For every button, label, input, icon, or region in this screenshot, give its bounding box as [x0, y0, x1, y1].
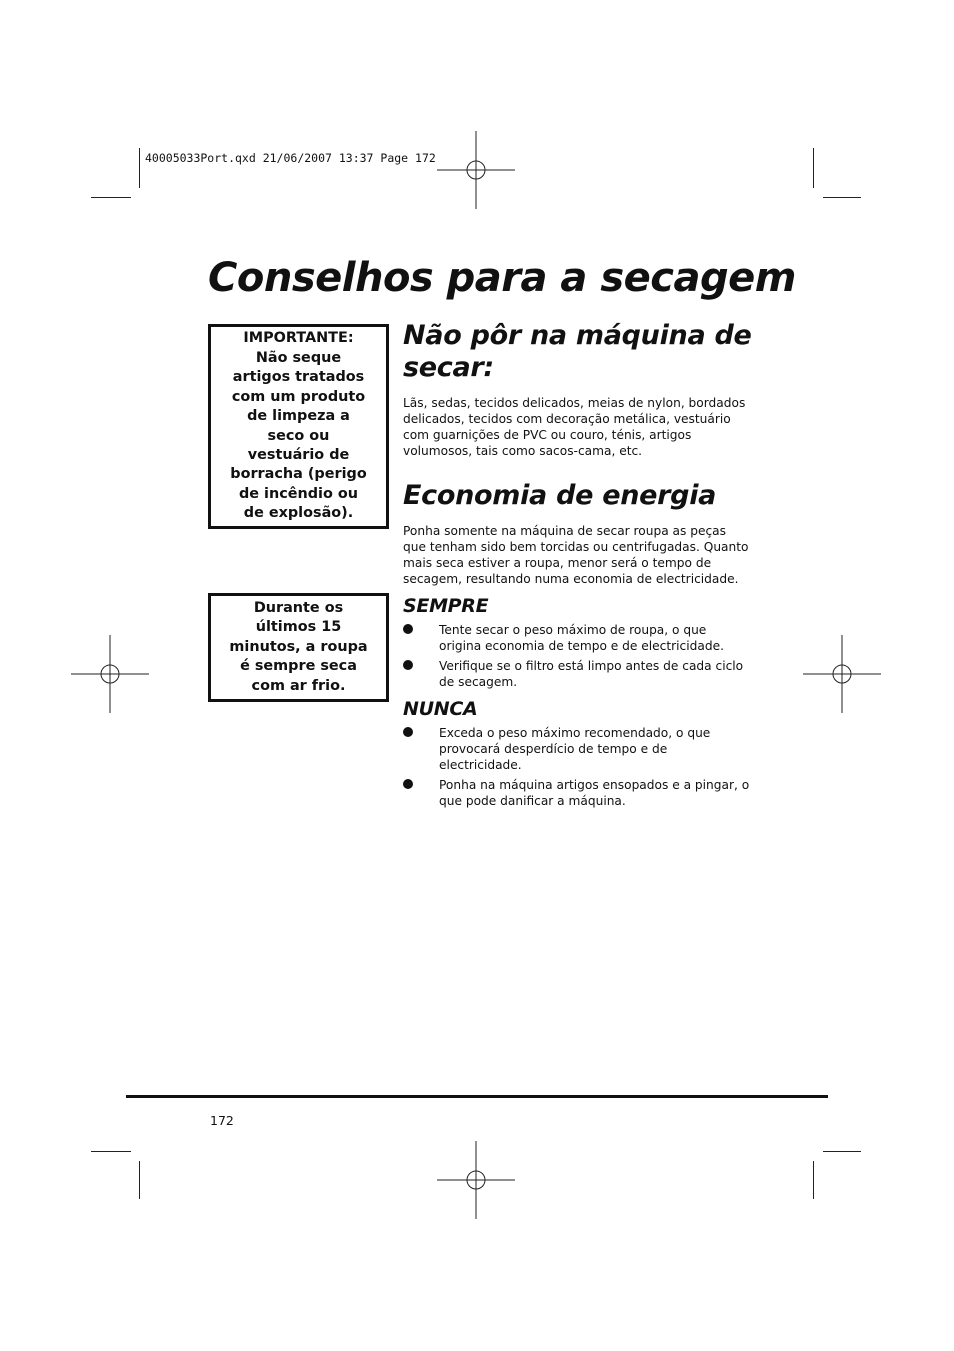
always-heading: SEMPRE	[403, 595, 489, 617]
list-item: Tente secar o peso máximo de roupa, o que origina economia de tempo e de electricidade.	[403, 622, 751, 654]
registration-mark-icon	[803, 635, 881, 713]
energy-body: Ponha somente na máquina de secar roupa as peças que tenham sido bem torcidas ou centrifugadas. Quanto mais seca estiver a roupa, menor será o tempo de secagem, resultando numa economia de electricidade.	[403, 524, 749, 586]
cold-air-note-box	[208, 593, 389, 702]
print-slug: 40005033Port.qxd 21/06/2007 13:37 Page 172	[145, 151, 436, 165]
important-warning-box	[208, 324, 389, 529]
section-heading-no-dryer: Não pôr na máquina de secar:	[403, 320, 752, 383]
list-item: Exceda o peso máximo recomendado, o que provocará desperdício de tempo e de electricidade.	[403, 725, 751, 773]
page-number: 172	[210, 1113, 234, 1128]
bullet-icon	[403, 660, 413, 670]
crop-mark	[823, 1151, 861, 1152]
list-item: Verifique se o filtro está limpo antes de cada ciclo de secagem.	[403, 658, 751, 690]
crop-mark	[813, 148, 814, 188]
bullet-icon	[403, 624, 413, 634]
crop-mark	[139, 1161, 140, 1199]
bullet-icon	[403, 779, 413, 789]
section-heading-energy: Economia de energia	[403, 480, 717, 511]
never-list	[403, 725, 751, 813]
cold-air-note-text: Durante os últimos 15 minutos, a roupa é sempre seca com ar frio.	[229, 599, 368, 694]
crop-mark	[823, 197, 861, 198]
important-warning-text: IMPORTANTE: Não seque artigos tratados com um produto de limpeza a seco ou vestuário de borracha (perigo de incêndio ou de explosão).	[230, 330, 367, 522]
never-heading: NUNCA	[403, 698, 478, 720]
crop-mark	[813, 1161, 814, 1199]
bullet-icon	[403, 727, 413, 737]
always-list	[403, 622, 751, 694]
registration-mark-icon	[437, 1141, 515, 1219]
page-title: Conselhos para a secagem	[208, 255, 796, 301]
registration-mark-icon	[71, 635, 149, 713]
footer-rule	[126, 1095, 828, 1098]
list-item: Ponha na máquina artigos ensopados e a pingar, o que pode danificar a máquina.	[403, 777, 751, 809]
registration-mark-icon	[437, 131, 515, 209]
crop-mark	[91, 1151, 131, 1152]
no-dryer-body: Lãs, sedas, tecidos delicados, meias de nylon, bordados delicados, tecidos com decoração metálica, vestuário com guarnições de PVC ou couro, ténis, artigos volumosos, tais como sacos-cama, etc.	[403, 396, 746, 458]
crop-mark	[139, 148, 140, 188]
crop-mark	[91, 197, 131, 198]
